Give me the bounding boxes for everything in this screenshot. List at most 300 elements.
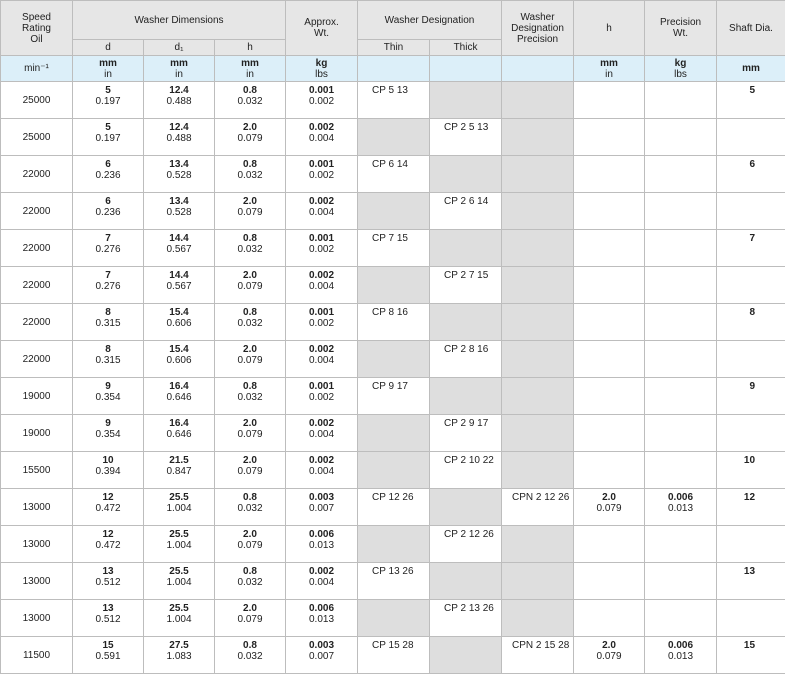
unit-h	[215, 56, 286, 82]
approx-wt-cell	[286, 637, 358, 674]
h-metric: 0.8	[215, 566, 285, 577]
unit-speed	[1, 56, 73, 82]
precision-designation-cell	[502, 193, 574, 230]
precision-wt-cell	[645, 193, 717, 230]
approx-wt-metric: 0.006	[286, 529, 357, 540]
unit-d1	[144, 56, 215, 82]
table-row	[1, 415, 785, 452]
unit-h2-mm: mm	[600, 58, 618, 69]
d1-imperial: 1.083	[144, 651, 214, 662]
d1-cell	[144, 563, 215, 600]
approx-wt-cell	[286, 341, 358, 378]
table-body	[1, 82, 785, 674]
thin-designation-cell	[358, 193, 430, 230]
thick-designation-cell	[430, 563, 502, 600]
approx-wt-imperial: 0.004	[286, 429, 357, 440]
d1-imperial: 0.606	[144, 355, 214, 366]
precision-wt-cell	[645, 415, 717, 452]
approx-wt-imperial: 0.002	[286, 392, 357, 403]
d-cell	[73, 341, 144, 378]
h-precision-cell	[574, 304, 645, 341]
thin-designation-cell	[358, 341, 430, 378]
h-imperial: 0.079	[215, 207, 285, 218]
h-metric: 0.8	[215, 381, 285, 392]
thin-designation-cell	[358, 267, 430, 304]
precision-designation-cell	[502, 119, 574, 156]
h-precision-cell	[574, 526, 645, 563]
d1-imperial: 0.646	[144, 429, 214, 440]
d-imperial: 0.197	[73, 133, 143, 144]
h-precision-cell	[574, 452, 645, 489]
unit-d-mm: mm	[99, 58, 117, 69]
table-row	[1, 341, 785, 378]
h-precision-cell	[574, 489, 645, 526]
approx-wt-cell	[286, 378, 358, 415]
d1-metric: 14.4	[144, 270, 214, 281]
d-imperial: 0.236	[73, 170, 143, 181]
precision-wt-cell	[645, 452, 717, 489]
d1-cell	[144, 378, 215, 415]
h-precision-imperial: 0.079	[574, 651, 644, 662]
header-precision-wt: Precision Wt.	[645, 1, 717, 56]
table-row	[1, 119, 785, 156]
precision-wt-cell	[645, 156, 717, 193]
h-metric: 0.8	[215, 159, 285, 170]
d1-metric: 16.4	[144, 418, 214, 429]
h-metric: 2.0	[215, 418, 285, 429]
h-cell	[215, 304, 286, 341]
thin-designation-cell: CP 8 16	[358, 304, 430, 341]
thick-designation-cell: CP 2 7 15	[430, 267, 502, 304]
thick-designation-cell: CP 2 12 26	[430, 526, 502, 563]
speed-cell: 22000	[1, 304, 73, 341]
d-cell	[73, 82, 144, 119]
h-precision-cell	[574, 637, 645, 674]
h-imperial: 0.079	[215, 133, 285, 144]
approx-wt-cell	[286, 82, 358, 119]
h-cell	[215, 193, 286, 230]
d1-metric: 21.5	[144, 455, 214, 466]
thin-designation-cell: CP 6 14	[358, 156, 430, 193]
h-precision-imperial: 0.079	[574, 503, 644, 514]
precision-wt-cell	[645, 119, 717, 156]
precision-designation-cell	[502, 156, 574, 193]
precision-wt-cell	[645, 267, 717, 304]
h-imperial: 0.032	[215, 503, 285, 514]
table-row	[1, 378, 785, 415]
speed-cell: 13000	[1, 489, 73, 526]
approx-wt-imperial: 0.004	[286, 281, 357, 292]
d-imperial: 0.512	[73, 577, 143, 588]
h-precision-cell	[574, 267, 645, 304]
h-imperial: 0.079	[215, 281, 285, 292]
h-imperial: 0.032	[215, 170, 285, 181]
d-imperial: 0.472	[73, 503, 143, 514]
shaft-dia-cell: 10	[717, 452, 785, 489]
unit-h-in: in	[246, 69, 254, 80]
d-imperial: 0.315	[73, 355, 143, 366]
h-metric: 2.0	[215, 122, 285, 133]
d1-metric: 27.5	[144, 640, 214, 651]
approx-wt-metric: 0.006	[286, 603, 357, 614]
approx-wt-metric: 0.001	[286, 233, 357, 244]
unit-thick	[430, 56, 502, 82]
shaft-dia-cell: 7	[717, 230, 785, 267]
d1-metric: 14.4	[144, 233, 214, 244]
approx-wt-imperial: 0.007	[286, 503, 357, 514]
approx-wt-cell	[286, 489, 358, 526]
d-cell	[73, 378, 144, 415]
speed-cell: 22000	[1, 193, 73, 230]
approx-wt-imperial: 0.013	[286, 614, 357, 625]
h-cell	[215, 267, 286, 304]
h-cell	[215, 526, 286, 563]
d1-cell	[144, 489, 215, 526]
d1-metric: 13.4	[144, 196, 214, 207]
speed-cell: 22000	[1, 230, 73, 267]
d1-imperial: 0.847	[144, 466, 214, 477]
precision-wt-cell	[645, 600, 717, 637]
unit-d1-in: in	[175, 69, 183, 80]
h-cell	[215, 489, 286, 526]
unit-d1-mm: mm	[170, 58, 188, 69]
precision-designation-cell	[502, 415, 574, 452]
header-h: h	[215, 40, 286, 56]
shaft-dia-cell: 13	[717, 563, 785, 600]
h-imperial: 0.079	[215, 540, 285, 551]
precision-designation-cell	[502, 82, 574, 119]
d-metric: 5	[73, 85, 143, 96]
header-shaft-dia: Shaft Dia.	[717, 1, 785, 56]
d-metric: 5	[73, 122, 143, 133]
precision-designation-cell	[502, 304, 574, 341]
d1-metric: 25.5	[144, 492, 214, 503]
d-imperial: 0.236	[73, 207, 143, 218]
unit-h2	[574, 56, 645, 82]
h-metric: 2.0	[215, 270, 285, 281]
d-metric: 15	[73, 640, 143, 651]
thick-designation-cell: CP 2 8 16	[430, 341, 502, 378]
precision-wt-cell	[645, 489, 717, 526]
approx-wt-metric: 0.002	[286, 566, 357, 577]
d-metric: 9	[73, 381, 143, 392]
h-precision-metric: 2.0	[574, 640, 644, 651]
header-precision-designation: Washer Designation Precision	[502, 1, 574, 56]
d1-cell	[144, 304, 215, 341]
h-imperial: 0.079	[215, 614, 285, 625]
h-metric: 2.0	[215, 603, 285, 614]
unit-d-in: in	[104, 69, 112, 80]
h-precision-cell	[574, 378, 645, 415]
unit-wt-lbs: lbs	[315, 69, 328, 80]
table-row	[1, 452, 785, 489]
h-precision-cell	[574, 119, 645, 156]
h-imperial: 0.032	[215, 96, 285, 107]
d1-cell	[144, 415, 215, 452]
unit-h-mm: mm	[241, 58, 259, 69]
table-row	[1, 193, 785, 230]
thick-designation-cell	[430, 82, 502, 119]
precision-wt-cell	[645, 230, 717, 267]
approx-wt-imperial: 0.002	[286, 244, 357, 255]
h-imperial: 0.032	[215, 651, 285, 662]
speed-cell: 22000	[1, 156, 73, 193]
d-cell	[73, 230, 144, 267]
d1-imperial: 1.004	[144, 614, 214, 625]
d1-cell	[144, 193, 215, 230]
h-precision-cell	[574, 563, 645, 600]
table-row	[1, 230, 785, 267]
approx-wt-cell	[286, 563, 358, 600]
d-cell	[73, 267, 144, 304]
d-cell	[73, 119, 144, 156]
precision-wt-cell	[645, 526, 717, 563]
thick-designation-cell: CP 2 5 13	[430, 119, 502, 156]
d1-cell	[144, 267, 215, 304]
d-cell	[73, 415, 144, 452]
d-imperial: 0.276	[73, 244, 143, 255]
precision-designation-cell	[502, 378, 574, 415]
header-d: d	[73, 40, 144, 56]
table-row	[1, 637, 785, 674]
header-washer-dimensions: Washer Dimensions	[73, 1, 286, 40]
precision-designation-cell: CPN 2 12 26	[502, 489, 574, 526]
h-precision-cell	[574, 230, 645, 267]
approx-wt-metric: 0.002	[286, 122, 357, 133]
approx-wt-imperial: 0.004	[286, 355, 357, 366]
thin-designation-cell	[358, 526, 430, 563]
d1-imperial: 0.567	[144, 244, 214, 255]
shaft-dia-cell: 8	[717, 304, 785, 341]
unit-pwt	[645, 56, 717, 82]
thick-designation-cell	[430, 489, 502, 526]
approx-wt-metric: 0.002	[286, 196, 357, 207]
speed-cell: 19000	[1, 415, 73, 452]
h-metric: 0.8	[215, 640, 285, 651]
d1-metric: 25.5	[144, 566, 214, 577]
precision-wt-cell	[645, 82, 717, 119]
d-cell	[73, 600, 144, 637]
thick-designation-cell	[430, 304, 502, 341]
d1-cell	[144, 526, 215, 563]
table-row	[1, 267, 785, 304]
precision-wt-cell	[645, 304, 717, 341]
thick-designation-cell: CP 2 9 17	[430, 415, 502, 452]
table-row	[1, 82, 785, 119]
approx-wt-cell	[286, 193, 358, 230]
d-metric: 6	[73, 196, 143, 207]
d-metric: 10	[73, 455, 143, 466]
d1-metric: 25.5	[144, 603, 214, 614]
precision-wt-metric: 0.006	[645, 492, 716, 503]
approx-wt-metric: 0.001	[286, 159, 357, 170]
d-metric: 12	[73, 492, 143, 503]
shaft-dia-cell: 15	[717, 637, 785, 674]
d1-imperial: 0.488	[144, 96, 214, 107]
h-precision-metric: 2.0	[574, 492, 644, 503]
shaft-dia-cell	[717, 267, 785, 304]
d-imperial: 0.512	[73, 614, 143, 625]
thick-designation-cell: CP 2 10 22	[430, 452, 502, 489]
thin-designation-cell: CP 13 26	[358, 563, 430, 600]
thin-designation-cell	[358, 415, 430, 452]
d-imperial: 0.394	[73, 466, 143, 477]
h-imperial: 0.032	[215, 577, 285, 588]
d1-cell	[144, 452, 215, 489]
d-cell	[73, 563, 144, 600]
unit-speed-label: min⁻¹	[24, 63, 49, 74]
h-cell	[215, 378, 286, 415]
d-metric: 6	[73, 159, 143, 170]
d1-imperial: 0.528	[144, 207, 214, 218]
h-cell	[215, 637, 286, 674]
speed-cell: 25000	[1, 82, 73, 119]
d-metric: 8	[73, 344, 143, 355]
shaft-dia-cell: 5	[717, 82, 785, 119]
d1-cell	[144, 637, 215, 674]
d1-imperial: 0.646	[144, 392, 214, 403]
thin-designation-cell	[358, 452, 430, 489]
precision-designation-cell	[502, 563, 574, 600]
approx-wt-metric: 0.002	[286, 270, 357, 281]
thin-designation-cell: CP 7 15	[358, 230, 430, 267]
d-imperial: 0.591	[73, 651, 143, 662]
precision-wt-imperial: 0.013	[645, 503, 716, 514]
header-thin: Thin	[358, 40, 430, 56]
h-imperial: 0.032	[215, 244, 285, 255]
h-imperial: 0.079	[215, 466, 285, 477]
thick-designation-cell	[430, 156, 502, 193]
d-cell	[73, 526, 144, 563]
precision-wt-imperial: 0.013	[645, 651, 716, 662]
precision-designation-cell	[502, 341, 574, 378]
speed-cell: 13000	[1, 526, 73, 563]
d-metric: 13	[73, 566, 143, 577]
header-washer-designation: Washer Designation	[358, 1, 502, 40]
table-row	[1, 156, 785, 193]
table-row	[1, 304, 785, 341]
d1-cell	[144, 119, 215, 156]
unit-shaft	[717, 56, 785, 82]
approx-wt-metric: 0.002	[286, 418, 357, 429]
approx-wt-cell	[286, 600, 358, 637]
table-row	[1, 600, 785, 637]
thin-designation-cell	[358, 119, 430, 156]
d-metric: 7	[73, 270, 143, 281]
precision-wt-cell	[645, 341, 717, 378]
d1-imperial: 0.606	[144, 318, 214, 329]
precision-designation-cell: CPN 2 15 28	[502, 637, 574, 674]
precision-designation-cell	[502, 267, 574, 304]
h-cell	[215, 82, 286, 119]
speed-cell: 22000	[1, 267, 73, 304]
approx-wt-imperial: 0.004	[286, 207, 357, 218]
header-thick: Thick	[430, 40, 502, 56]
h-cell	[215, 119, 286, 156]
shaft-dia-cell	[717, 526, 785, 563]
speed-cell: 13000	[1, 563, 73, 600]
thin-designation-cell: CP 5 13	[358, 82, 430, 119]
unit-pwt-lbs: lbs	[674, 69, 687, 80]
table-row	[1, 526, 785, 563]
h-cell	[215, 156, 286, 193]
d1-imperial: 0.528	[144, 170, 214, 181]
h-metric: 2.0	[215, 344, 285, 355]
approx-wt-imperial: 0.002	[286, 170, 357, 181]
precision-wt-metric: 0.006	[645, 640, 716, 651]
thin-designation-cell	[358, 600, 430, 637]
approx-wt-cell	[286, 526, 358, 563]
h-precision-cell	[574, 82, 645, 119]
d1-metric: 15.4	[144, 344, 214, 355]
h-metric: 0.8	[215, 307, 285, 318]
d-metric: 9	[73, 418, 143, 429]
d1-metric: 25.5	[144, 529, 214, 540]
precision-designation-cell	[502, 600, 574, 637]
d-imperial: 0.315	[73, 318, 143, 329]
d1-cell	[144, 230, 215, 267]
header-speed: Speed Rating Oil	[1, 1, 73, 56]
unit-d	[73, 56, 144, 82]
speed-cell: 25000	[1, 119, 73, 156]
h-cell	[215, 452, 286, 489]
h-metric: 0.8	[215, 233, 285, 244]
h-metric: 2.0	[215, 529, 285, 540]
d-cell	[73, 193, 144, 230]
unit-wt-kg: kg	[316, 58, 328, 69]
h-cell	[215, 341, 286, 378]
approx-wt-metric: 0.002	[286, 455, 357, 466]
d1-imperial: 1.004	[144, 503, 214, 514]
h-cell	[215, 600, 286, 637]
d-imperial: 0.354	[73, 392, 143, 403]
d-metric: 8	[73, 307, 143, 318]
unit-wt	[286, 56, 358, 82]
approx-wt-metric: 0.001	[286, 307, 357, 318]
shaft-dia-cell	[717, 415, 785, 452]
d-metric: 7	[73, 233, 143, 244]
thick-designation-cell: CP 2 6 14	[430, 193, 502, 230]
h-precision-cell	[574, 600, 645, 637]
approx-wt-imperial: 0.007	[286, 651, 357, 662]
h-imperial: 0.032	[215, 392, 285, 403]
header-approx-wt: Approx. Wt.	[286, 1, 358, 56]
d-imperial: 0.276	[73, 281, 143, 292]
d-imperial: 0.472	[73, 540, 143, 551]
approx-wt-imperial: 0.004	[286, 577, 357, 588]
header-h-precision: h	[574, 1, 645, 56]
d-metric: 13	[73, 603, 143, 614]
d1-cell	[144, 600, 215, 637]
shaft-dia-cell	[717, 119, 785, 156]
d1-imperial: 0.567	[144, 281, 214, 292]
approx-wt-imperial: 0.004	[286, 133, 357, 144]
d-cell	[73, 452, 144, 489]
approx-wt-cell	[286, 156, 358, 193]
speed-cell: 22000	[1, 341, 73, 378]
table-row	[1, 563, 785, 600]
thick-designation-cell	[430, 637, 502, 674]
h-imperial: 0.032	[215, 318, 285, 329]
d1-cell	[144, 82, 215, 119]
d-cell	[73, 156, 144, 193]
h-cell	[215, 563, 286, 600]
h-metric: 2.0	[215, 196, 285, 207]
table-row	[1, 489, 785, 526]
d-metric: 12	[73, 529, 143, 540]
shaft-dia-cell: 6	[717, 156, 785, 193]
h-metric: 2.0	[215, 455, 285, 466]
